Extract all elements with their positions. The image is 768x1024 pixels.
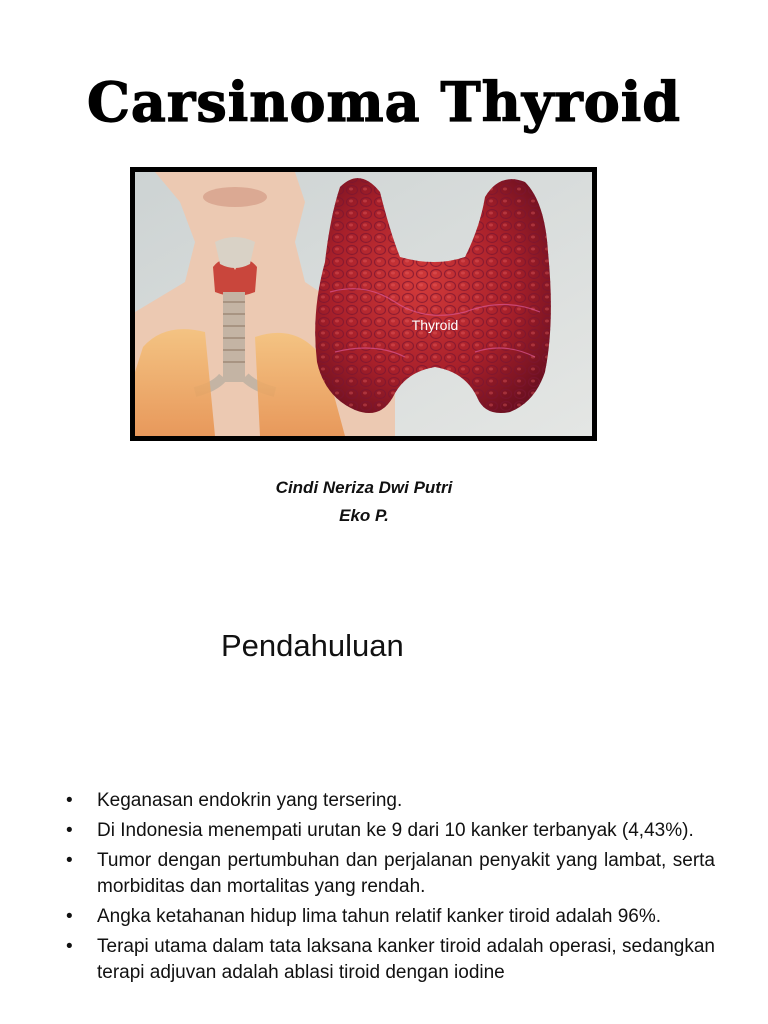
- bullet-list: [66, 788, 715, 990]
- bullet-icon: •: [66, 906, 73, 927]
- bullet-text: Terapi utama dalam tata laksana kanker tiroid adalah operasi, sedangkan terapi adjuvan adalah ablasi tiroid dengan iodine: [97, 936, 715, 983]
- list-item: [66, 904, 715, 930]
- thyroid-illustration-icon: [135, 172, 592, 436]
- thyroid-photo: [130, 167, 597, 441]
- list-item: [66, 848, 715, 900]
- bullet-icon: •: [66, 936, 73, 957]
- bullet-icon: •: [66, 790, 73, 811]
- author-name: Eko P.: [339, 506, 389, 525]
- thyroid-label: Thyroid: [411, 317, 459, 333]
- bullet-text: Angka ketahanan hidup lima tahun relatif kanker tiroid adalah 96%.: [97, 906, 662, 927]
- bullet-text: Tumor dengan pertumbuhan dan perjalanan penyakit yang lambat, serta morbiditas dan mortalitas yang rendah.: [97, 850, 715, 897]
- bullet-icon: •: [66, 820, 73, 841]
- author-list: [0, 474, 728, 530]
- document-title: Carsinoma Thyroid: [86, 70, 682, 134]
- list-item: [66, 818, 715, 844]
- list-item: [66, 934, 715, 986]
- bullet-text: Keganasan endokrin yang tersering.: [97, 790, 403, 811]
- bullet-text: Di Indonesia menempati urutan ke 9 dari 10 kanker terbanyak (4,43%).: [97, 820, 694, 841]
- author-name: Cindi Neriza Dwi Putri: [275, 478, 453, 497]
- section-heading: Pendahuluan: [221, 628, 404, 663]
- bullet-icon: •: [66, 850, 73, 871]
- list-item: [66, 788, 715, 814]
